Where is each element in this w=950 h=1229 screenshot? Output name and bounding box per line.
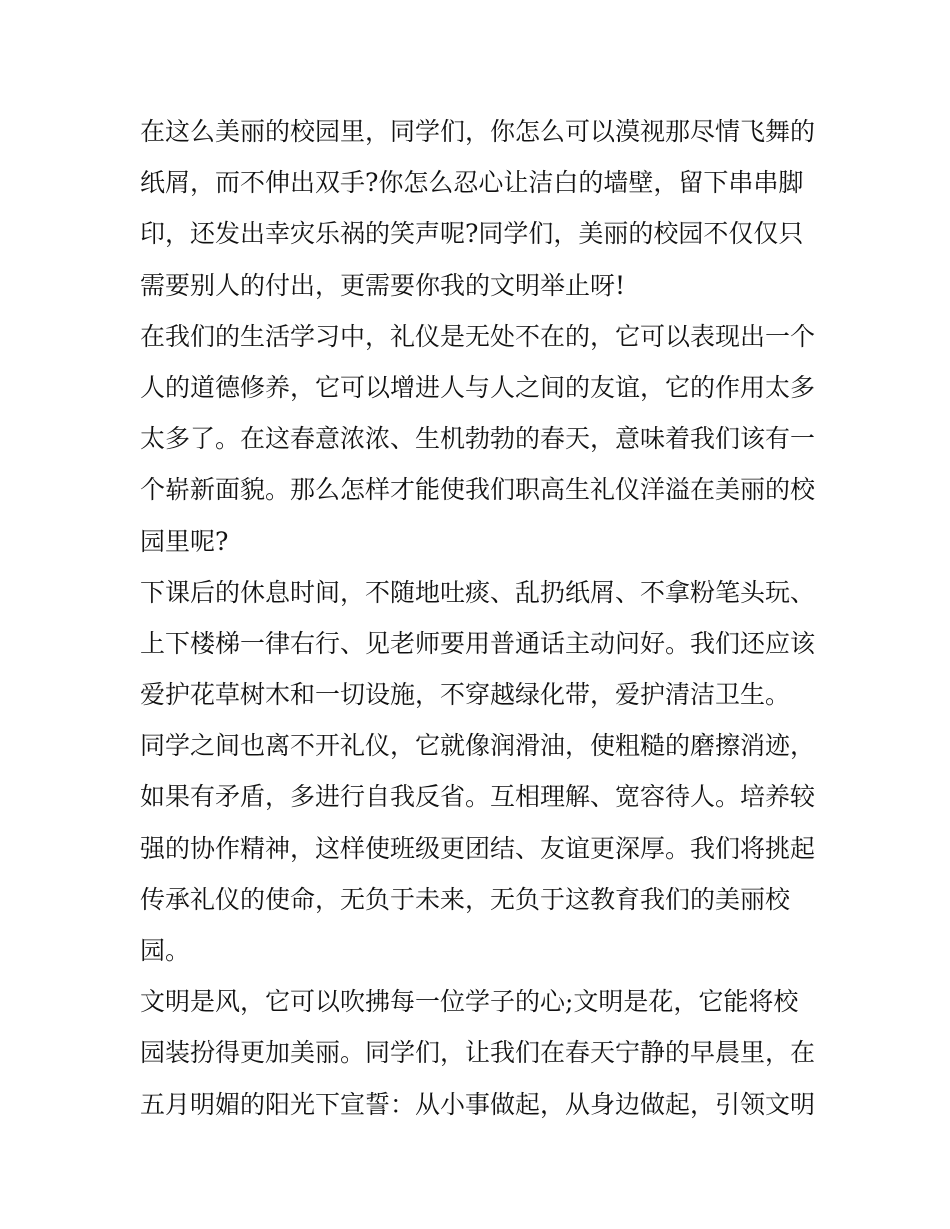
text-line: 同学之间也离不开礼仪，它就像润滑油，使粗糙的磨擦消迹，: [140, 731, 816, 761]
text-line: 上下楼梯一律右行、见老师要用普通话主动问好。我们还应该: [140, 628, 816, 658]
text-line: 个崭新面貌。那么怎样才能使我们职高生礼仪洋溢在美丽的校: [140, 475, 816, 505]
text-line: 人的道德修养，它可以增进人与人之间的友谊，它的作用太多: [140, 372, 816, 402]
text-line: 爱护花草树木和一切设施，不穿越绿化带，爱护清洁卫生。: [140, 680, 791, 710]
text-line: 如果有矛盾，多进行自我反省。互相理解、宽容待人。培养较: [140, 782, 816, 812]
text-line: 下课后的休息时间，不随地吐痰、乱扔纸屑、不拿粉笔头玩、: [140, 577, 816, 607]
text-line: 园装扮得更加美丽。同学们，让我们在春天宁静的早晨里，在: [140, 1038, 816, 1068]
text-line: 五月明媚的阳光下宣誓：从小事做起，从身边做起，引领文明: [140, 1089, 816, 1119]
text-line: 纸屑，而不伸出双手?你怎么忍心让洁白的墙壁，留下串串脚: [140, 168, 804, 198]
text-line: 文明是风，它可以吹拂每一位学子的心;文明是花，它能将校: [140, 987, 799, 1017]
text-line: 园。: [140, 936, 191, 965]
text-line: 太多了。在这春意浓浓、生机勃勃的春天，意味着我们该有一: [140, 424, 816, 454]
text-line: 在这么美丽的校园里，同学们，你怎么可以漠视那尽情飞舞的: [140, 117, 816, 146]
text-line: 传承礼仪的使命，无负于未来，无负于这教育我们的美丽校: [140, 884, 791, 914]
text-line: 在我们的生活学习中，礼仪是无处不在的，它可以表现出一个: [140, 321, 816, 351]
document-body: [140, 106, 815, 1130]
text-line: 园里呢?: [140, 526, 229, 556]
text-line: 印，还发出幸灾乐祸的笑声呢?同学们，美丽的校园不仅仅只: [140, 219, 804, 249]
text-line: 需要别人的付出，更需要你我的文明举止呀!: [140, 270, 626, 300]
text-line: 强的协作精神，这样使班级更团结、友谊更深厚。我们将挑起: [140, 833, 816, 863]
